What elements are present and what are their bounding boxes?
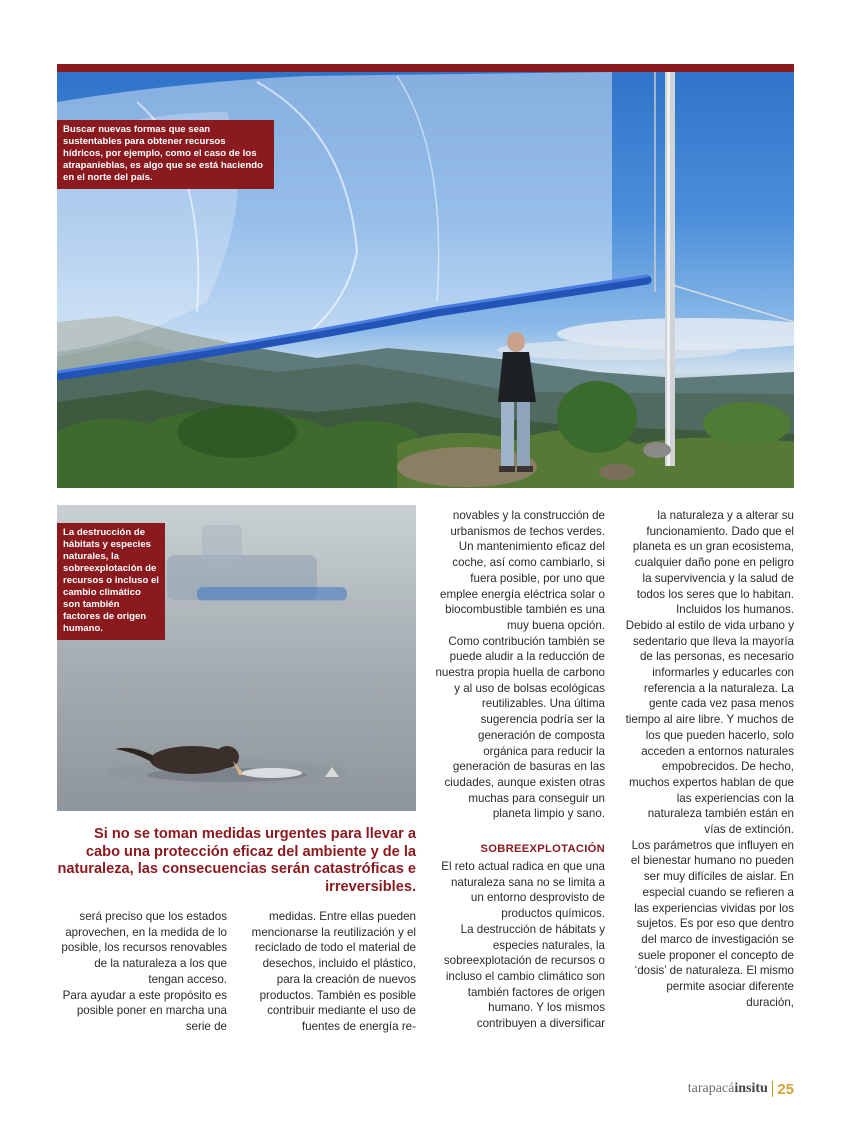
page-footer <box>688 1079 794 1099</box>
paragraph: El reto actual radica en que una naturaleza sana no se limita a un entorno desprovisto de productos químicos. <box>441 860 605 921</box>
paragraph: Debido al estilo de vida urbano y sedentario que lleva la mayoría de las personas, es necesario informarles y educarles con referencia a la naturaleza. La gente cada vez pasa menos tiempo al aire libre. Y muchos de los que pueden hacerlo, solo acceden a entornos naturales empobrecidos. De hecho, muchos expertos hablan de que las experiencias con la naturaleza también están en vías de extinción. <box>625 618 794 837</box>
text-column-3 <box>435 508 605 822</box>
paragraph: medidas. Entre ellas pueden mencionarse la reutilización y el reciclado de todo el material de desechos, incluido el plástico, para la creación de nuevos productos. También es posible contribuir mediante el uso de fuentes de energía re- <box>251 910 416 1033</box>
top-accent-bar <box>57 64 794 72</box>
paragraph: será preciso que los estados aprovechen, en la medida de lo posible, los recursos renovables de la naturaleza a los que tengan acceso. <box>61 910 227 986</box>
paragraph: Los parámetros que influyen en el bienestar humano no pueden ser muy difíciles de aislar. En especial cuando se refieren a las experiencias vividas por los sujetos. Es por eso que dentro del marco de investigación se suele proponer el concepto de ‘dosis’ de naturaleza. El mismo permite asociar diferente duración, <box>630 838 794 1009</box>
text-column-3-continued <box>435 859 605 1032</box>
brand-prefix: tarapacá <box>687 1081 735 1096</box>
text-column-1 <box>60 909 227 1035</box>
magazine-brand <box>688 1081 768 1097</box>
footer-divider <box>772 1081 774 1097</box>
paragraph: Como contribución también se puede aludir a la reducción de nuestra propia huella de carbono y al uso de bolsas ecológicas reutilizables. Una última sugerencia podría ser la generación de composta orgánica para reducir la generación de basuras en las ciudades, aunque existen otras muchas para conseguir un planeta limpio y sano. <box>435 634 605 821</box>
bird-photo-caption: La destrucción de hábitats y especies naturales, la sobreexplotación de recursos o incluso el cambio climático son también factores de origen humano. <box>57 523 165 640</box>
page-number: 25 <box>777 1080 794 1098</box>
paragraph: La destrucción de hábitats y especies naturales, la sobreexplotación de recursos o incluso el cambio climático son también factores de origen humano. Y los mismos contribuyen a diversificar <box>443 922 605 1031</box>
section-heading: SOBREEXPLOTACIÓN <box>480 843 605 855</box>
text-column-2 <box>246 909 416 1035</box>
paragraph: novables y la construcción de urbanismos de techos verdes. Un mantenimiento eficaz del coche, así como cambiarlo, si fuera posible, por uno que emplee energía eléctrica solar o biocombustible también es una muy buena opción. <box>440 509 605 632</box>
hero-photo-caption: Buscar nuevas formas que sean sustentables para obtener recursos hídricos, por ejemplo, como el caso de los atrapanieblas, es algo que se está haciendo en el norte del país. <box>57 120 274 189</box>
pull-quote: Si no se toman medidas urgentes para llevar a cabo una protección eficaz del ambiente y de la naturaleza, las consecuencias serán catastróficas e irreversibles. <box>57 826 416 895</box>
paragraph: la naturaleza y a alterar su funcionamiento. Dado que el planeta es un gran ecosistema, cualquier daño pone en peligro la supervivencia y la salud de todos los seres que lo habitan. Incluidos los humanos. <box>632 509 794 617</box>
paragraph: Para ayudar a este propósito es posible poner en marcha una serie de <box>62 988 227 1033</box>
text-column-4 <box>625 508 794 1011</box>
brand-suffix: insitu <box>734 1081 768 1096</box>
